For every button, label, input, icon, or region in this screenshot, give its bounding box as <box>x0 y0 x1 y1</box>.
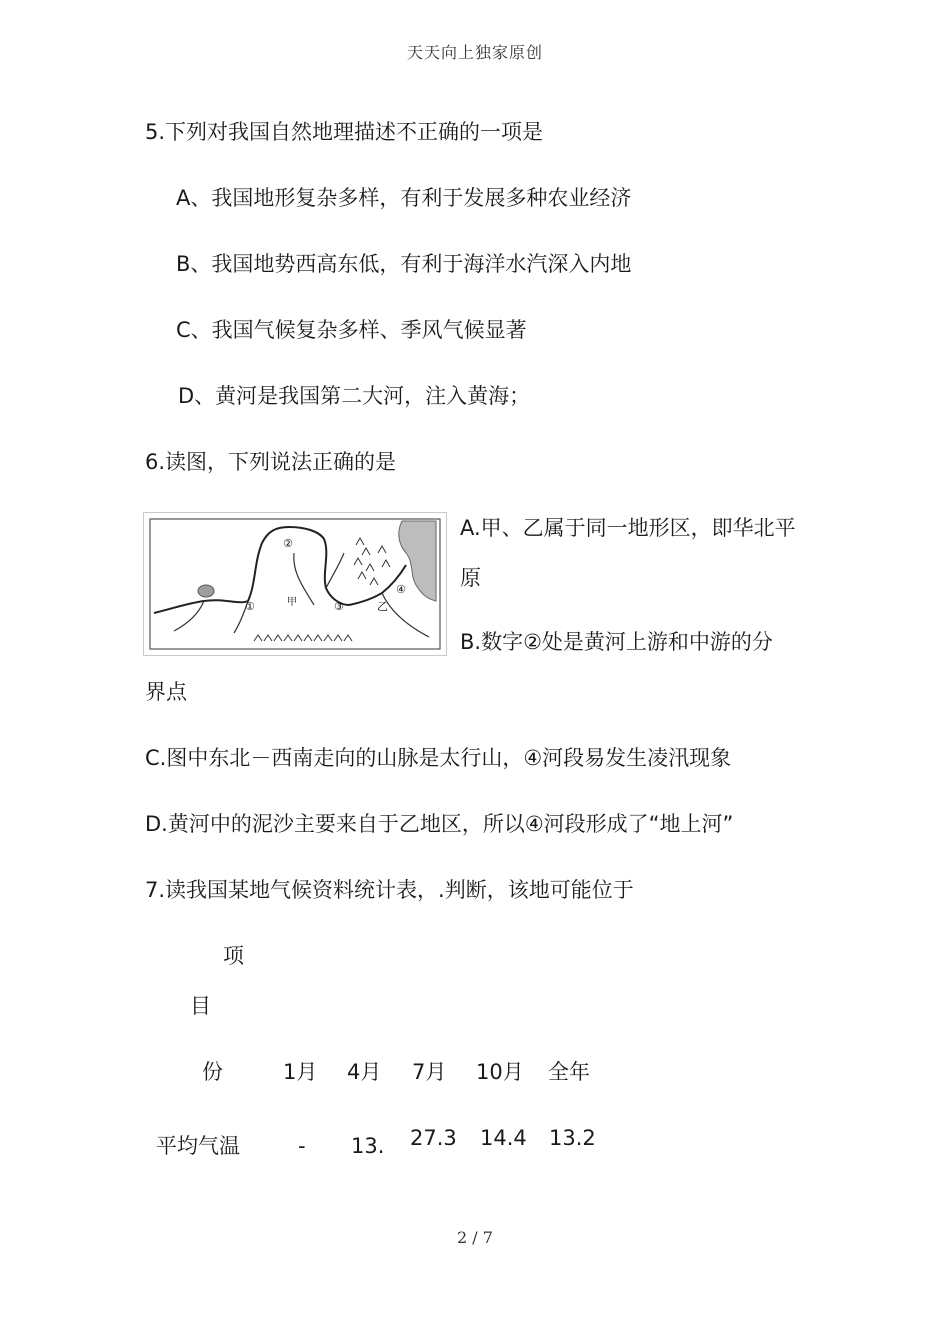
yellow-river-map <box>143 512 447 656</box>
table-cell-year: 13.2 <box>549 1126 596 1150</box>
southern-mountains <box>254 635 352 641</box>
map-label-circle1: ① <box>245 600 255 613</box>
map-label-circle4: ④ <box>396 583 406 596</box>
table-month-apr: 4月 <box>347 1060 382 1084</box>
table-cell-jan: - <box>298 1134 306 1158</box>
question-5-option-d: D、黄河是我国第二大河，注入黄海； <box>178 384 531 408</box>
page-number: 2 / 7 <box>457 1228 493 1247</box>
question-6-option-a-line2: 原 <box>460 566 481 590</box>
question-6-option-b-line1: B.数字②处是黄河上游和中游的分 <box>460 630 773 654</box>
question-5-stem: 5.下列对我国自然地理描述不正确的一项是 <box>145 120 544 144</box>
question-6-option-d: D.黄河中的泥沙主要来自于乙地区，所以④河段形成了“地上河” <box>145 812 734 836</box>
yellow-river <box>154 527 406 613</box>
mountain-range <box>354 538 390 585</box>
question-5-option-a: A、我国地形复杂多样，有利于发展多种农业经济 <box>176 186 632 210</box>
table-header-item-2: 目 <box>190 994 211 1018</box>
question-6-option-c: C.图中东北－西南走向的山脉是太行山，④河段易发生凌汛现象 <box>145 746 732 770</box>
lake <box>198 585 214 597</box>
table-cell-jul: 27.3 <box>410 1126 457 1150</box>
question-5-option-b: B、我国地势西高东低，有利于海洋水汽深入内地 <box>176 252 632 276</box>
map-figure <box>144 513 446 655</box>
question-6-option-a-line1: A.甲、乙属于同一地形区，即华北平 <box>460 516 796 540</box>
question-6-option-b-line2: 界点 <box>145 680 187 704</box>
question-5-option-c: C、我国气候复杂多样、季风气候显著 <box>176 318 527 342</box>
table-month-jan: 1月 <box>283 1060 318 1084</box>
tributary-4 <box>326 553 344 588</box>
map-label-circle2: ② <box>283 537 293 550</box>
table-header-item-1: 项 <box>223 944 244 968</box>
table-month-year: 全年 <box>548 1060 590 1084</box>
question-7-stem: 7.读我国某地气候资料统计表，.判断，该地可能位于 <box>145 878 634 902</box>
map-label-jia: 甲 <box>287 597 297 608</box>
table-month-oct: 10月 <box>476 1060 524 1084</box>
coast-line <box>382 593 429 637</box>
map-label-yi: 乙 <box>377 600 388 613</box>
question-6-stem: 6.读图，下列说法正确的是 <box>145 450 397 474</box>
table-cell-apr: 13. <box>351 1134 385 1158</box>
table-header-month: 份 <box>202 1060 223 1084</box>
map-label-circle3: ③ <box>334 600 344 613</box>
table-row-label: 平均气温 <box>156 1134 240 1158</box>
page-header: 天天向上独家原创 <box>406 43 543 62</box>
table-cell-oct: 14.4 <box>480 1126 527 1150</box>
table-month-jul: 7月 <box>412 1060 447 1084</box>
